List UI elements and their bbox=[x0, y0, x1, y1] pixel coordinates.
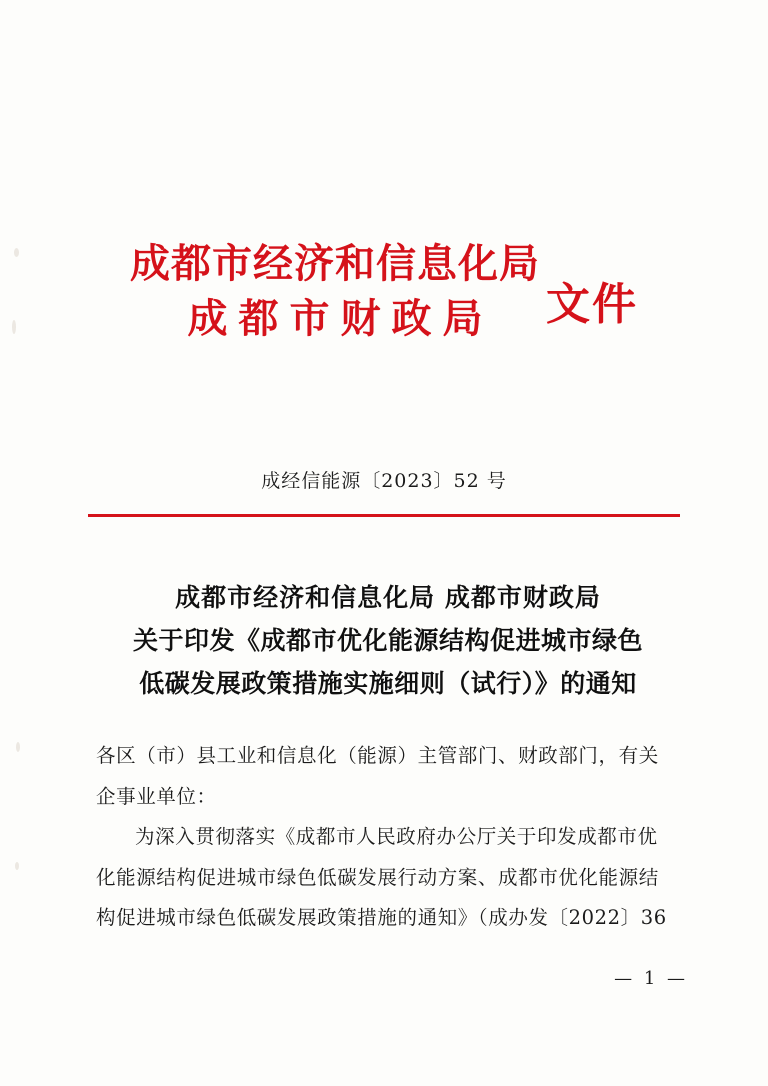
paragraph-1-line-3: 构促进城市绿色低碳发展政策措施的通知》（成办发〔2022〕36 bbox=[96, 906, 667, 930]
agency-name-primary: 成都市经济和信息化局 bbox=[130, 240, 540, 287]
issuing-agencies bbox=[130, 236, 540, 346]
addressee-line-1: 各区（市）县工业和信息化（能源）主管部门、财政部门，有关 bbox=[96, 744, 659, 767]
title-line-3: 低碳发展政策措施实施细则（试行）》的通知 bbox=[139, 669, 637, 698]
title-line-1: 成都市经济和信息化局 成都市财政局 bbox=[175, 583, 601, 612]
addressee-line-2: 企事业单位： bbox=[96, 784, 217, 808]
document-word-label: 文件 bbox=[546, 279, 638, 331]
page-number: — 1 — bbox=[614, 968, 688, 989]
paragraph-1-line-2: 化能源结构促进城市绿色低碳发展行动方案、成都市优化能源结 bbox=[96, 865, 659, 889]
letterhead bbox=[0, 236, 768, 346]
title-line-2: 关于印发《成都市优化能源结构促进城市绿色 bbox=[132, 626, 643, 655]
agency-name-secondary: 成都市财政局 bbox=[187, 295, 494, 343]
paragraph-1-line-1: 为深入贯彻落实《成都市人民政府办公厅关于印发成都市优 bbox=[135, 825, 658, 849]
document-number: 成经信能源〔2023〕52 号 bbox=[261, 470, 507, 492]
red-divider-rule bbox=[88, 514, 680, 517]
scan-artifact bbox=[15, 862, 19, 870]
document-body bbox=[96, 736, 684, 939]
document-title bbox=[96, 576, 680, 705]
scan-artifact bbox=[16, 742, 20, 752]
